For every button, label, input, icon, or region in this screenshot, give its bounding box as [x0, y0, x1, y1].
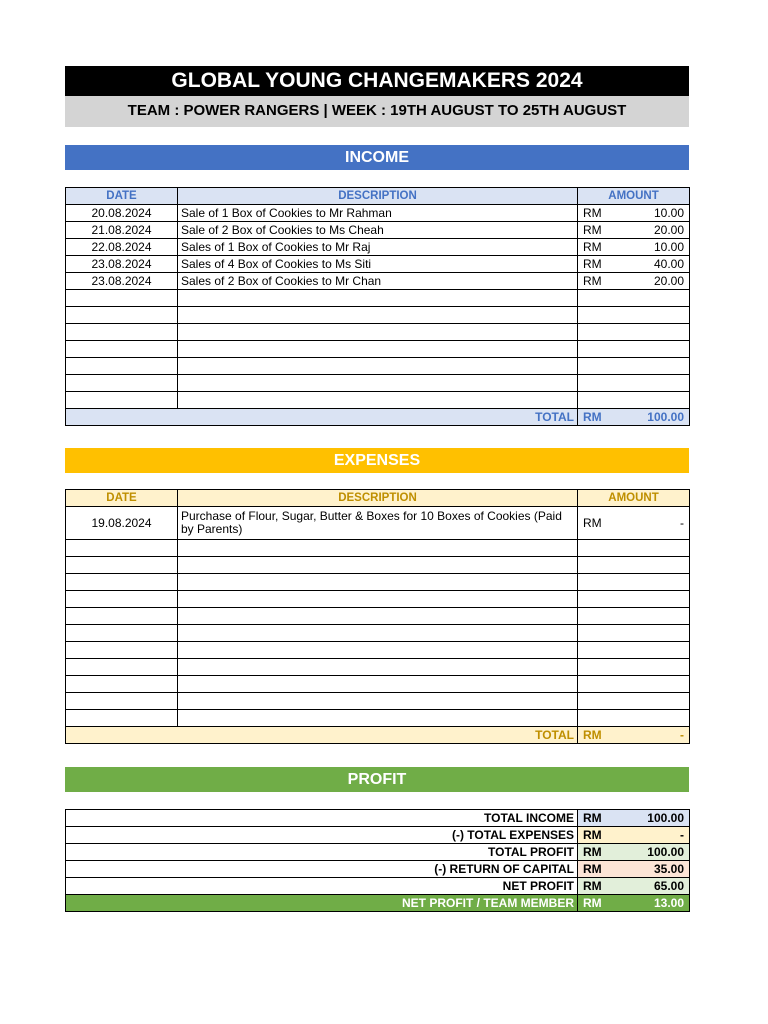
empty-description-cell: [178, 642, 578, 659]
profit-row-label: TOTAL INCOME: [66, 810, 578, 827]
empty-row: [66, 540, 690, 557]
amount-cell: [578, 205, 690, 222]
income-total-row: [66, 409, 690, 426]
amount-value: -: [680, 516, 684, 530]
amount-value: 40.00: [653, 257, 684, 271]
empty-row: [66, 358, 690, 375]
empty-row: [66, 659, 690, 676]
profit-row-label: (-) RETURN OF CAPITAL: [66, 861, 578, 878]
empty-date-cell: [66, 676, 178, 693]
profit-row-label: TOTAL PROFIT: [66, 844, 578, 861]
profit-row-label: NET PROFIT: [66, 878, 578, 895]
empty-date-cell: [66, 710, 178, 727]
empty-description-cell: [178, 358, 578, 375]
currency-label: RM: [583, 845, 602, 859]
total-label: TOTAL: [66, 727, 578, 744]
description-cell: Sales of 1 Box of Cookies to Mr Raj: [178, 239, 578, 256]
amount-value: 35.00: [653, 862, 684, 876]
amount-cell: [578, 507, 690, 540]
currency-label: RM: [583, 274, 602, 288]
amount-cell: [578, 239, 690, 256]
date-cell: 23.08.2024: [66, 256, 178, 273]
profit-row-amount: [578, 878, 690, 895]
empty-description-cell: [178, 591, 578, 608]
column-header-description: DESCRIPTION: [178, 188, 578, 205]
empty-description-cell: [178, 540, 578, 557]
currency-label: RM: [583, 223, 602, 237]
table-row: [66, 507, 690, 540]
empty-amount-cell: [578, 659, 690, 676]
empty-description-cell: [178, 290, 578, 307]
empty-row: [66, 341, 690, 358]
profit-section-header: PROFIT: [65, 767, 689, 792]
amount-value: 100.00: [647, 811, 684, 825]
date-cell: 22.08.2024: [66, 239, 178, 256]
total-amount-cell: [578, 727, 690, 744]
expenses-table: [65, 489, 690, 744]
table-row: [66, 256, 690, 273]
amount-value: 10.00: [653, 240, 684, 254]
currency-label: RM: [583, 896, 602, 910]
amount-cell: [578, 256, 690, 273]
empty-date-cell: [66, 341, 178, 358]
description-cell: Sales of 4 Box of Cookies to Ms Siti: [178, 256, 578, 273]
empty-description-cell: [178, 574, 578, 591]
date-cell: 20.08.2024: [66, 205, 178, 222]
amount-value: 10.00: [653, 206, 684, 220]
currency-label: RM: [583, 257, 602, 271]
empty-amount-cell: [578, 375, 690, 392]
empty-amount-cell: [578, 591, 690, 608]
empty-row: [66, 290, 690, 307]
empty-amount-cell: [578, 392, 690, 409]
empty-row: [66, 324, 690, 341]
profit-row-amount: [578, 827, 690, 844]
empty-amount-cell: [578, 324, 690, 341]
description-cell: Sale of 1 Box of Cookies to Mr Rahman: [178, 205, 578, 222]
column-header-amount: AMOUNT: [578, 490, 690, 507]
empty-date-cell: [66, 608, 178, 625]
empty-description-cell: [178, 324, 578, 341]
expenses-total-row: [66, 727, 690, 744]
empty-amount-cell: [578, 574, 690, 591]
date-cell: 23.08.2024: [66, 273, 178, 290]
empty-date-cell: [66, 375, 178, 392]
empty-row: [66, 392, 690, 409]
table-row: [66, 222, 690, 239]
profit-row: [66, 810, 690, 827]
profit-row-label: NET PROFIT / TEAM MEMBER: [66, 895, 578, 912]
profit-row-amount: [578, 861, 690, 878]
profit-row: [66, 861, 690, 878]
amount-cell: [578, 273, 690, 290]
amount-value: 13.00: [653, 896, 684, 910]
empty-amount-cell: [578, 290, 690, 307]
empty-date-cell: [66, 307, 178, 324]
empty-amount-cell: [578, 625, 690, 642]
empty-row: [66, 608, 690, 625]
amount-cell: [578, 222, 690, 239]
profit-row: [66, 878, 690, 895]
empty-date-cell: [66, 392, 178, 409]
empty-date-cell: [66, 557, 178, 574]
empty-amount-cell: [578, 341, 690, 358]
currency-label: RM: [583, 862, 602, 876]
description-cell: Sale of 2 Box of Cookies to Ms Cheah: [178, 222, 578, 239]
total-amount-cell: [578, 409, 690, 426]
description-cell: Purchase of Flour, Sugar, Butter & Boxes for 10 Boxes of Cookies (Paid by Parents): [178, 507, 578, 540]
empty-date-cell: [66, 290, 178, 307]
page-title: GLOBAL YOUNG CHANGEMAKERS 2024: [65, 66, 689, 96]
column-header-description: DESCRIPTION: [178, 490, 578, 507]
currency-label: RM: [583, 410, 602, 424]
profit-row-amount: [578, 895, 690, 912]
income-section-header: INCOME: [65, 145, 689, 170]
column-header-amount: AMOUNT: [578, 188, 690, 205]
empty-row: [66, 591, 690, 608]
amount-value: -: [680, 728, 684, 742]
empty-row: [66, 307, 690, 324]
currency-label: RM: [583, 828, 602, 842]
empty-description-cell: [178, 557, 578, 574]
income-column-headers: [66, 188, 690, 205]
table-row: [66, 273, 690, 290]
currency-label: RM: [583, 811, 602, 825]
currency-label: RM: [583, 728, 602, 742]
empty-amount-cell: [578, 557, 690, 574]
currency-label: RM: [583, 516, 602, 530]
amount-value: -: [680, 828, 684, 842]
empty-date-cell: [66, 591, 178, 608]
empty-date-cell: [66, 358, 178, 375]
amount-value: 100.00: [647, 845, 684, 859]
empty-date-cell: [66, 625, 178, 642]
empty-description-cell: [178, 625, 578, 642]
empty-amount-cell: [578, 540, 690, 557]
empty-amount-cell: [578, 307, 690, 324]
table-row: [66, 205, 690, 222]
currency-label: RM: [583, 206, 602, 220]
empty-amount-cell: [578, 642, 690, 659]
expenses-section-header: EXPENSES: [65, 448, 689, 473]
amount-value: 20.00: [653, 274, 684, 288]
empty-date-cell: [66, 659, 178, 676]
table-row: [66, 239, 690, 256]
income-table: [65, 187, 690, 426]
profit-row-amount: [578, 810, 690, 827]
empty-date-cell: [66, 642, 178, 659]
description-cell: Sales of 2 Box of Cookies to Mr Chan: [178, 273, 578, 290]
total-label: TOTAL: [66, 409, 578, 426]
profit-row: [66, 895, 690, 912]
empty-description-cell: [178, 676, 578, 693]
empty-description-cell: [178, 375, 578, 392]
empty-amount-cell: [578, 608, 690, 625]
column-header-date: DATE: [66, 490, 178, 507]
profit-row: [66, 827, 690, 844]
profit-row-label: (-) TOTAL EXPENSES: [66, 827, 578, 844]
empty-description-cell: [178, 608, 578, 625]
empty-date-cell: [66, 540, 178, 557]
expenses-column-headers: [66, 490, 690, 507]
empty-date-cell: [66, 574, 178, 591]
empty-row: [66, 693, 690, 710]
empty-description-cell: [178, 659, 578, 676]
amount-value: 65.00: [653, 879, 684, 893]
empty-date-cell: [66, 693, 178, 710]
empty-row: [66, 642, 690, 659]
empty-row: [66, 625, 690, 642]
profit-row-amount: [578, 844, 690, 861]
currency-label: RM: [583, 240, 602, 254]
empty-amount-cell: [578, 693, 690, 710]
amount-value: 20.00: [653, 223, 684, 237]
empty-row: [66, 375, 690, 392]
empty-row: [66, 710, 690, 727]
profit-row: [66, 844, 690, 861]
empty-description-cell: [178, 710, 578, 727]
empty-description-cell: [178, 307, 578, 324]
empty-description-cell: [178, 693, 578, 710]
amount-value: 100.00: [647, 410, 684, 424]
profit-table: [65, 809, 690, 912]
team-week-subtitle: TEAM : POWER RANGERS | WEEK : 19TH AUGUST TO 25TH AUGUST: [65, 96, 689, 127]
empty-row: [66, 676, 690, 693]
date-cell: 19.08.2024: [66, 507, 178, 540]
currency-label: RM: [583, 879, 602, 893]
empty-row: [66, 557, 690, 574]
empty-amount-cell: [578, 358, 690, 375]
empty-amount-cell: [578, 710, 690, 727]
column-header-date: DATE: [66, 188, 178, 205]
empty-description-cell: [178, 392, 578, 409]
empty-amount-cell: [578, 676, 690, 693]
date-cell: 21.08.2024: [66, 222, 178, 239]
empty-row: [66, 574, 690, 591]
empty-date-cell: [66, 324, 178, 341]
empty-description-cell: [178, 341, 578, 358]
